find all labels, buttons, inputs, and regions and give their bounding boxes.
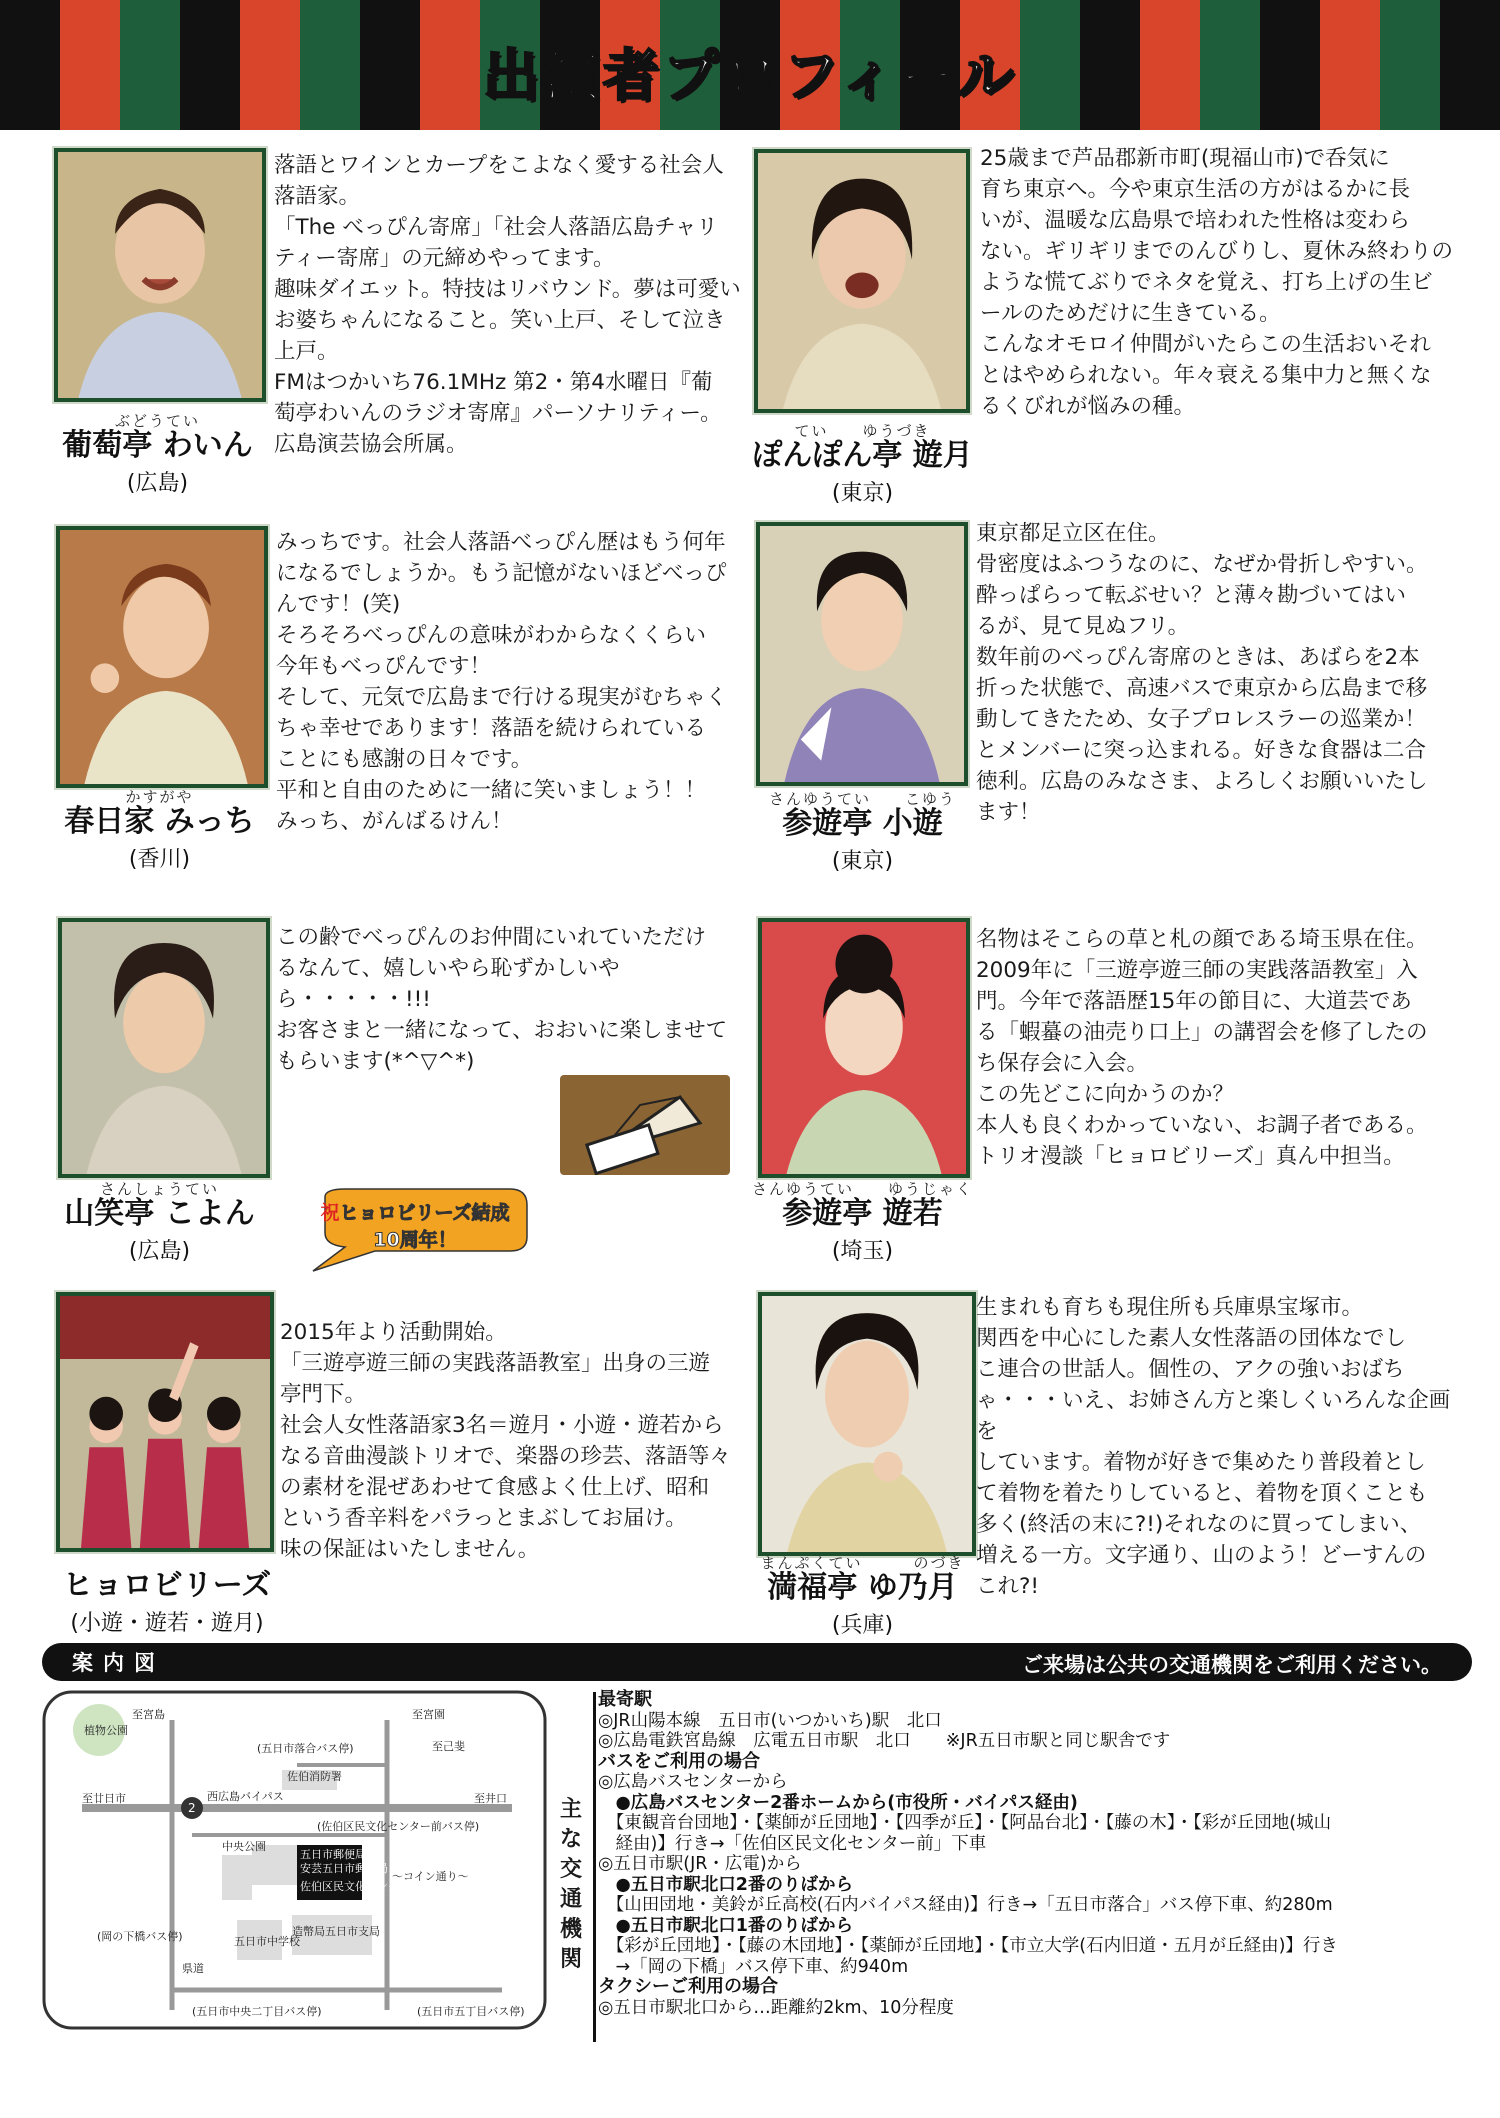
profile-photo-micchi [56,526,268,788]
map-label: ～コイン通り～ [392,1870,469,1883]
transport-line: ●五日市駅北口2番のりばから [598,1874,853,1895]
map-label: (五日市落合バス停) [257,1742,354,1755]
performer-name: 春日家 みっち [64,804,255,839]
name-ruby: さんゆうてい こゆう [768,790,956,808]
access-map [42,1690,547,2030]
name-ruby: さんゆうてい ゆうじゃく [751,1180,973,1198]
transport-line: ◎JR山陽本線 五日市(いつかいち)駅 北口 [598,1710,942,1731]
performer-bio: 生まれも育ちも現住所も兵庫県宝塚市。 関西を中心にした素人女性落語の団体なでし こ連合の世話人。個性の、アクの強いおばち ゃ・・・いえ、お姉さん方と楽しくいろんな企画を しています。着物が好きで集めたり普段着とし て着物を着たりしていると、着物を頂くことも 多く(終活の末に?!)それなのに買ってしまい、 増える一方。文字通り、山のよう！どーすんの これ?! [976,1295,1451,1599]
performer-name: 参遊亭 遊若 [782,1196,943,1231]
iwai-mark: 祝 [320,1202,340,1224]
performer-origin: (東京) [831,849,894,874]
profile-photo-yuzuki [754,149,970,413]
transport-section-label: 主な交通機関 [559,1797,582,1972]
transport-line: 【東観音台団地】・【薬師が丘団地】・【四季が丘】・【阿品台北】・【藤の木】・【彩が丘団地(城山 [598,1813,1332,1833]
map-label: (岡の下橋バス停) [97,1930,183,1943]
performer-origin: (兵庫) [831,1613,894,1638]
page-title: 出演者プロフィール [482,44,1018,109]
performer-name: 参遊亭 小遊 [782,806,943,841]
map-section-label: 案内図 [72,1651,165,1675]
performer-name: 山笑亭 こよん [64,1196,255,1231]
performer-name: 葡萄亭 わいん [62,428,253,463]
performer-origin: (香川) [128,847,191,872]
name-ruby: かすがや [125,788,194,806]
performer-name: ヒョロビリーズ [62,1568,272,1603]
name-ruby: さんしょうてい [99,1180,219,1198]
map-label: 至宮園 [412,1708,445,1721]
performer-origin: (広島) [126,471,189,496]
transport-line: バスをご利用の場合 [598,1750,760,1772]
profile-photo-koyu [756,522,968,786]
performer-bio: 落語とワインとカープをこよなく愛する社会人 落語家。 「The べっぴん寄席」「社会人落語広島チャリ ティー寄席」の元締めやってます。 趣味ダイエット。特技はリバウンド。夢は可愛い お婆ちゃんになること。笑い上戸、そして泣き 上戸。 FMはつかいち76.1MHz 第2・第4水曜日『葡 萄亭わいんのラジオ寄席』パーソナリティー。 広島演芸協会所属。 [274,153,741,457]
performer-bio: みっちです。社会人落語べっぴん歴はもう何年 になるでしょうか。もう記憶がないほどべっぴ んです！(笑) そろそろべっぴんの意味がわからなくくらい 今年もべっぴんです！ そして、元気で広島まで行ける現実がむちゃく ちゃ幸せであります！落語を続けられている ことにも感謝の日々です。 平和と自由のために一緒に笑いましょう！！ みっち、がんばるけん！ [276,530,728,834]
profile-name-block [745,788,980,875]
profile-photo-koyon [58,918,270,1178]
name-ruby: まんぷくてい のづき [760,1554,965,1572]
transport-line: ●広島バスセンター2番ホームから(市役所・バイパス経由) [598,1792,1078,1813]
anniversary-line2: 10周年！ [373,1229,457,1251]
performer-bio: この齢でべっぴんのお仲間にいれていただけ るなんて、嬉しいやら恥ずかしいやら・・・・・!!! お客さまと一緒になって、おおいに楽しませて もらいます(*^▽^*) [276,925,728,1074]
map-label: 佐伯区民文化センター [300,1880,410,1893]
map-label: 至己斐 [432,1740,465,1753]
profile-name-block [745,1178,980,1265]
anniversary-line1: ヒョロビリーズ結成 [339,1202,510,1224]
map-label: 五日市中学校 [234,1935,300,1948]
transport-line: ◎五日市駅(JR・広電)から [598,1854,802,1874]
profile-name-block [42,1178,277,1265]
performer-origin: (東京) [831,481,894,506]
performer-bio: 東京都足立区在住。 骨密度はふつうなのに、なぜか骨折しやすい。 酔っぱらって転ぶせい？と薄々勘づいてはい るが、見て見ぬフリ。 数年前のべっぴん寄席のときは、あばらを2本 折った状態で、高速バスで東京から広島まで移 動してきたため、女子プロレスラーの巡業か！ とメンバーに突っ込まれる。好きな食器は二合 徳利。広島のみなさま、よろしくお願いいたし ます！ [976,521,1428,825]
map-label: 西広島バイパス [207,1790,284,1803]
map-label: 県道 [182,1962,204,1975]
map-label: 造幣局五日市支局 [292,1925,380,1938]
transport-line: ◎広島バスセンターから [598,1772,788,1792]
performer-bio: 2015年より活動開始。 「三遊亭遊三師の実践落語教室」出身の三遊 亭門下。 社会人女性落語家3名＝遊月・小遊・遊若から なる音曲漫談トリオで、楽器の珍芸、落語等々 の素材を混ぜあわせて食感よく仕上げ、昭和 という香辛料をパラっとまぶしてお届け。 味の保証はいたしません。 [280,1320,731,1562]
transport-line: →「岡の下橋」バス停下車、約940m [598,1956,909,1977]
map-label: 至廿日市 [82,1792,126,1805]
transport-line: 最寄駅 [598,1689,652,1710]
transport-line: ◎五日市駅北口から…距離約2km、10分程度 [598,1997,954,2018]
name-ruby [42,1550,292,1568]
profile-photo-hyorobillies [56,1292,274,1552]
performer-origin: (広島) [128,1239,191,1264]
performer-name: ぽんぽん亭 遊月 [752,438,973,473]
performer-bio: 25歳まで芦品郡新市町(現福山市)で呑気に 育ち東京へ。今や東京生活の方がはるかに長 いが、温暖な広島県で培われた性格は変わら ない。ギリギリまでのんびりし、夏休み終わりの ような慌てぶりでネタを覚え、打ち上げの生ビ ールのためだけに生きている。 こんなオモロイ仲間がいたらこの生活おいそれ とはやめられない。年々衰える集中力と無くな るくびれが悩みの種。 [980,146,1454,419]
map-label: 中央公園 [222,1840,266,1853]
map-label: 至宮島 [132,1708,165,1721]
profile-photo-yunozuki [758,1292,976,1556]
performer-origin: (埼玉) [831,1239,894,1264]
profile-name-block [40,410,275,497]
transport-notice: ご来場は公共の交通機関をご利用ください。 [1022,1653,1442,1677]
name-ruby: ぶどうてい [114,412,200,430]
performer-name: 満福亭 ゆ乃月 [767,1570,958,1605]
transport-line: ◎広島電鉄宮島線 広電五日市駅 北口 ※JR五日市駅と同じ駅舎です [598,1731,1171,1751]
header [0,0,1500,130]
anniversary-text [305,1200,525,1254]
transport-line: 【彩が丘団地】・【藤の木団地】・【薬師が丘団地】・【市立大学(石内旧道・五月が丘経由)】行き [598,1936,1338,1956]
profile-photo-wain [54,148,266,402]
profile-name-block [745,1552,980,1639]
performer-origin: (小遊・遊若・遊月) [70,1611,264,1636]
map-label: 至井口 [474,1792,507,1805]
divider-line [593,1692,596,2042]
map-label: 安芸五日市郵便局 [300,1862,388,1875]
map-label: (佐伯区民文化センター前バス停) [317,1820,480,1833]
map-label: 植物公園 [84,1724,128,1737]
map-label: (五日市中央二丁目バス停) [192,2005,322,2018]
profile-photo-yujaku [758,918,970,1178]
transport-line: 経由)】行き→「佐伯区民文化センター前」下車 [598,1833,987,1854]
profile-name-block [42,1550,292,1637]
transport-line: ●五日市駅北口1番のりばから [598,1915,853,1936]
route-number: 2 [188,1801,196,1815]
performer-bio: 名物はそこらの草と札の顔である埼玉県在住。 2009年に「三遊亭遊三師の実践落語教室」入 門。今年で落語歴15年の節目に、大道芸であ る「蝦蟇の油売り口上」の講習会を修了したの ち保存会に入会。 この先どこに向かうのか？ 本人も良くわかっていない、お調子者である。 トリオ漫談「ヒョロビリーズ」真ん中担当。 [976,927,1428,1169]
profile-name-block [745,420,980,507]
folding-fan-illustration [560,1075,730,1175]
map-label: 五日市郵便局 [300,1848,366,1861]
map-label: 佐伯消防署 [287,1770,342,1783]
map-label: (五日市五丁目バス停) [417,2005,525,2018]
transport-line: タクシーご利用の場合 [598,1976,778,1997]
name-ruby: てい ゆうづき [794,422,931,440]
transport-line: 【山田団地・美鈴が丘高校(石内バイパス経由)】行き→「五日市落合」バス停下車、約280m [598,1895,1333,1915]
transport-info [598,1690,1478,2018]
profile-name-block [42,786,277,873]
